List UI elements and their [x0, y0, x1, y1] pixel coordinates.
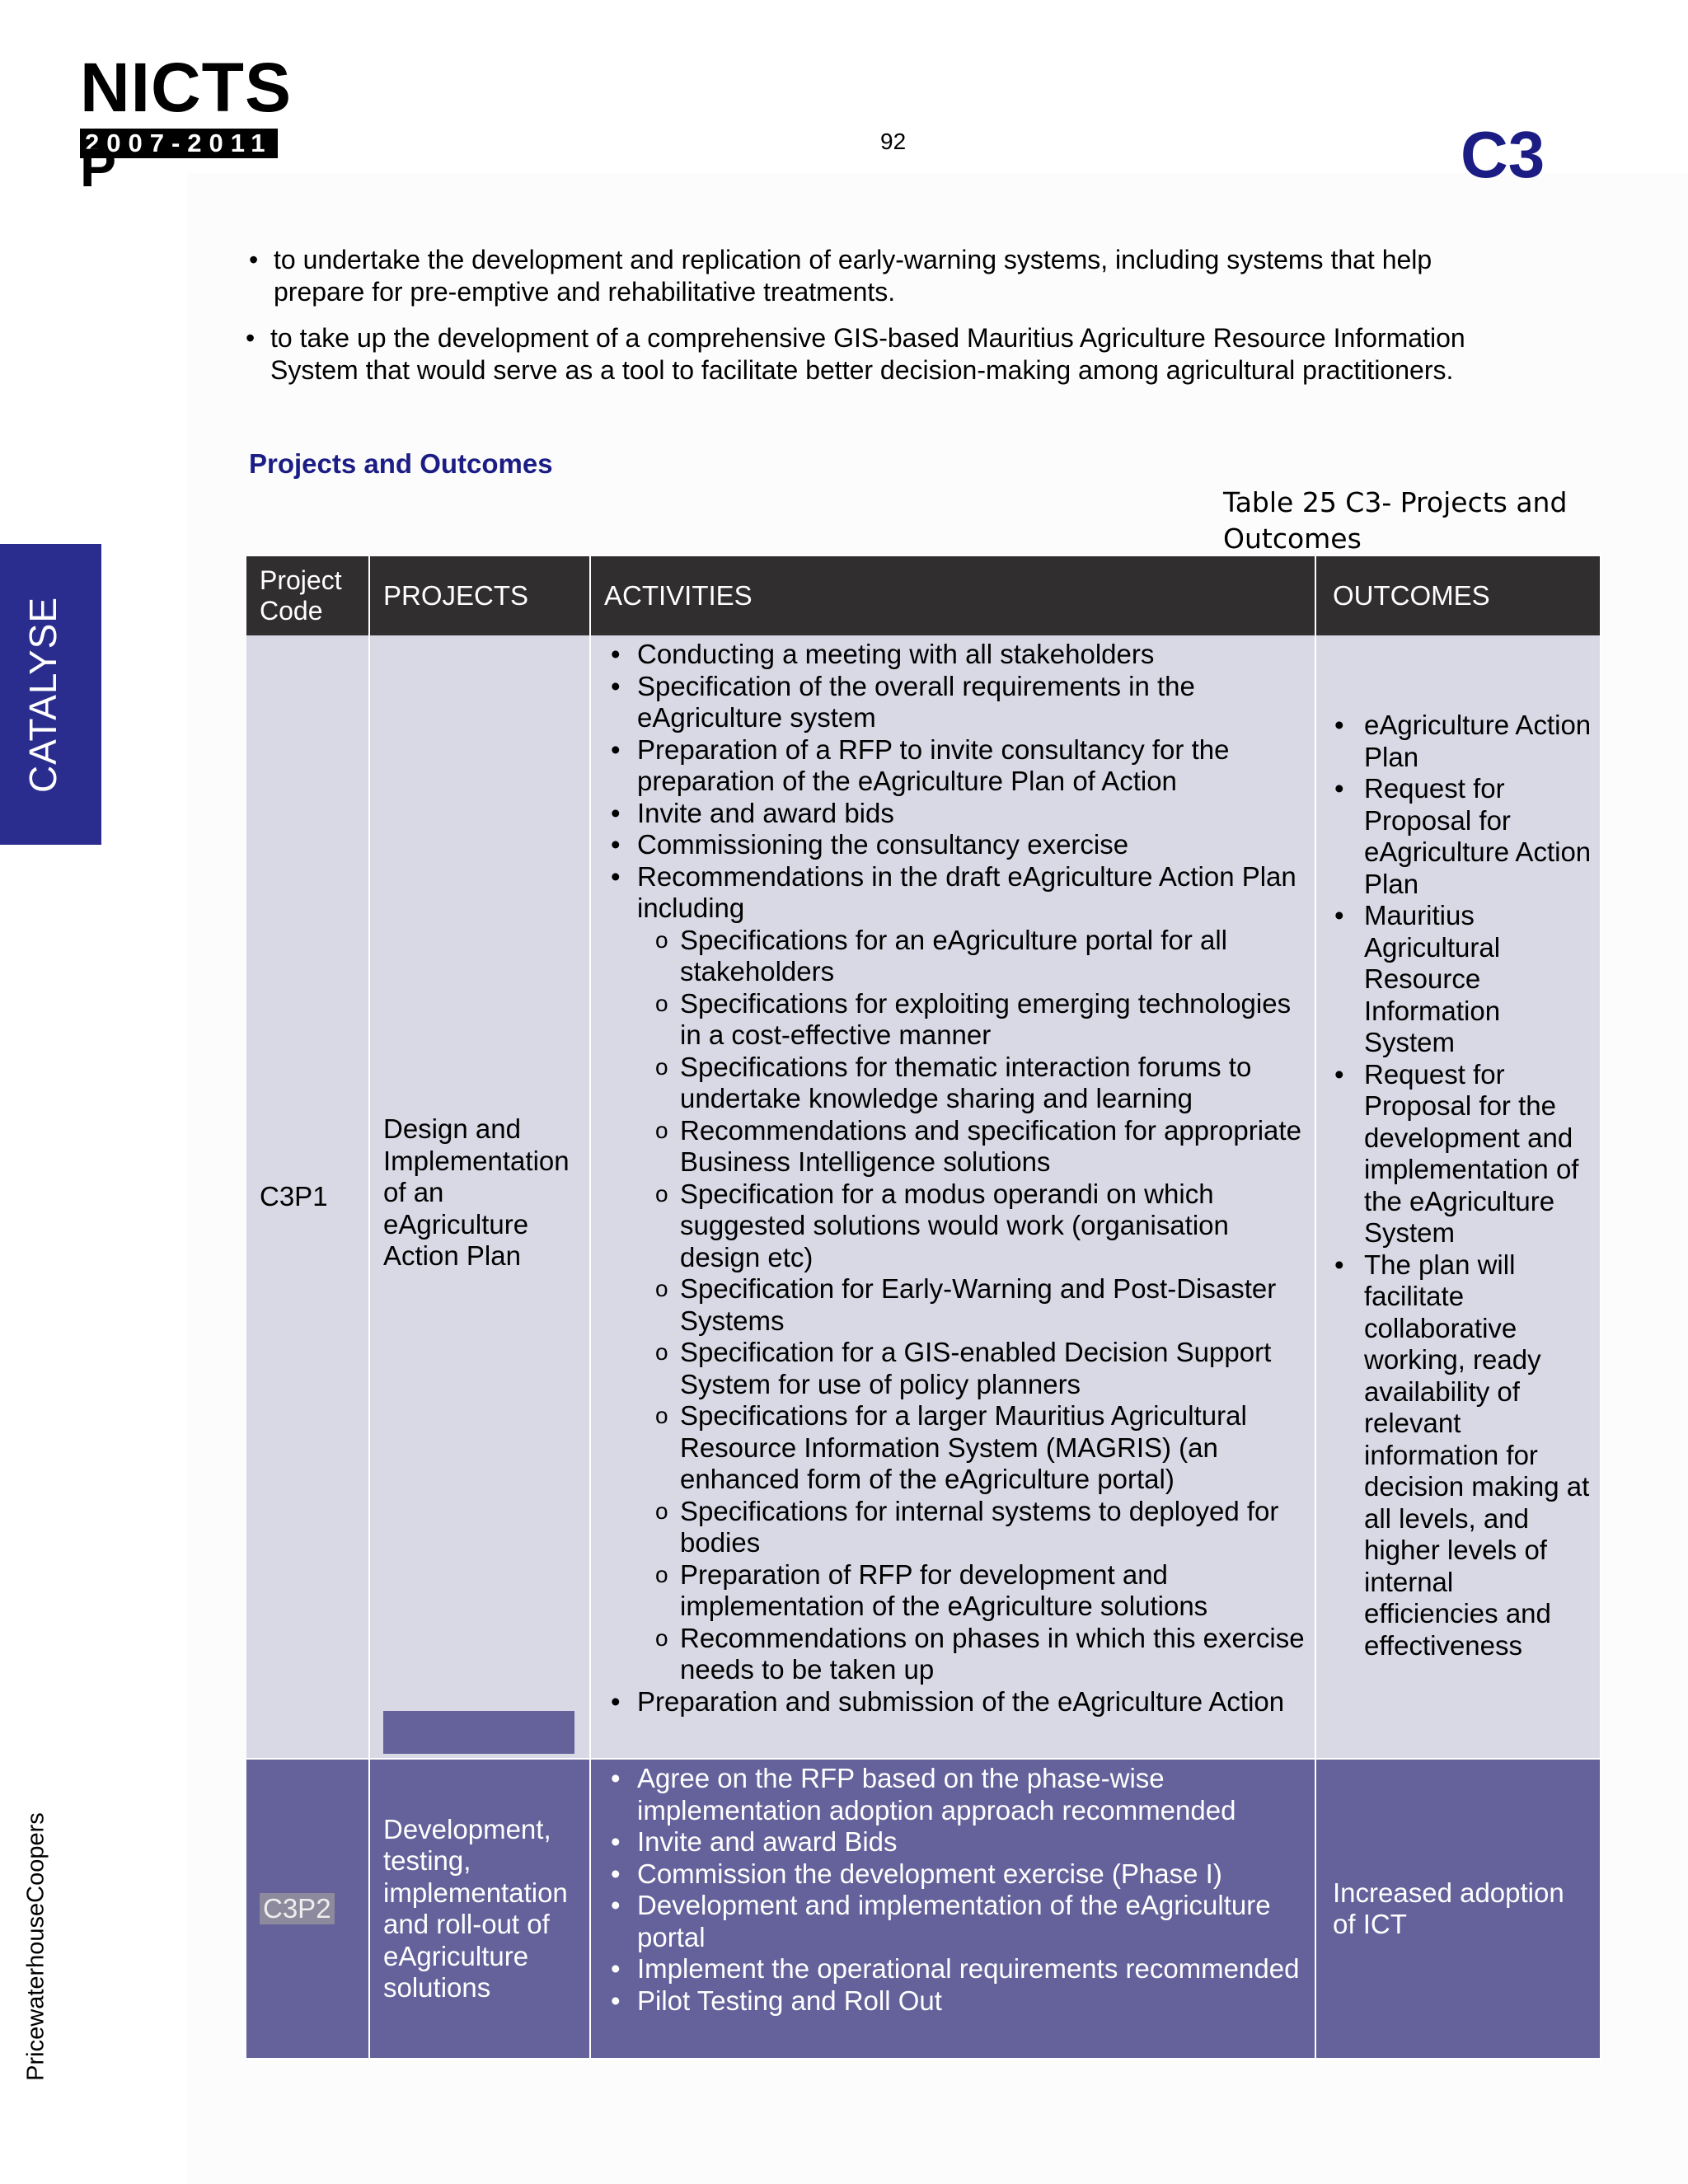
activity-item: • Implement the operational requirements recommended	[604, 1953, 1315, 1985]
intro-bullet	[249, 244, 1526, 308]
header-projects: PROJECTS	[370, 556, 591, 635]
table-cell-project	[370, 1760, 591, 2060]
activity-item: • Invite and award Bids	[604, 1826, 1315, 1858]
table-cell-outcomes	[1316, 635, 1601, 1760]
logo-title: NICTS	[80, 49, 292, 126]
decorative-bar	[383, 1711, 574, 1754]
sub-activity-item: o Specifications for internal systems to deployed for bodies	[604, 1496, 1315, 1559]
sub-activity-item: o Recommendations on phases in which this exercise needs to be taken up	[604, 1623, 1315, 1686]
logo-letter: P	[80, 137, 117, 198]
intro-bullet	[246, 322, 1556, 387]
outcome-item: • Request for Proposal for eAgriculture Action Plan	[1331, 773, 1595, 900]
activity-item: • Preparation and submission of the eAgriculture Action	[604, 1686, 1315, 1718]
table-cell-project	[370, 635, 591, 1760]
sub-activity-item: o Specifications for an eAgriculture portal for all stakeholders	[604, 925, 1315, 988]
sub-activity-item: o Specification for a GIS-enabled Decision Support System for use of policy planners	[604, 1337, 1315, 1400]
section-code: C3	[1461, 118, 1545, 191]
side-tab-label: CATALYSE	[21, 596, 64, 794]
intro-text: to undertake the development and replication of early-warning systems, including systems that help prepare for pre-emptive and rehabilitative treatments.	[274, 245, 1432, 307]
logo-years-badge: 2007-2011	[80, 129, 278, 158]
outcome-item: • The plan will facilitate collaborative working, ready availability of relevant information for decision making at all levels, and higher levels of internal efficiencies and effectiveness	[1331, 1249, 1595, 1662]
activity-item: • Conducting a meeting with all stakeholders	[604, 639, 1315, 671]
outcome-item: • Mauritius Agricultural Resource Information System	[1331, 900, 1595, 1059]
section-heading: Projects and Outcomes	[249, 448, 553, 479]
table-cell-code	[246, 1760, 370, 2060]
table-cell-code	[246, 635, 370, 1760]
activity-item: • Commission the development exercise (Phase I)	[604, 1858, 1315, 1891]
activity-item: • Pilot Testing and Roll Out	[604, 1985, 1315, 2018]
sub-activity-item: o Specification for a modus operandi on which suggested solutions would work (organisation design etc)	[604, 1179, 1315, 1274]
project-code: C3P1	[260, 1180, 328, 1212]
activity-item: • Development and implementation of the eAgriculture portal	[604, 1890, 1315, 1953]
activities-list	[604, 639, 1315, 1718]
table-cell-activities	[591, 635, 1316, 1760]
sub-activity-item: o Preparation of RFP for development and implementation of the eAgriculture solutions	[604, 1559, 1315, 1623]
outcome-text: Increased adoption of ICT	[1333, 1877, 1564, 1939]
header-outcomes: OUTCOMES	[1316, 556, 1601, 635]
project-name: Development, testing, implementation and roll-out of eAgriculture solutions	[383, 1813, 568, 2003]
activity-item: • Specification of the overall requirements in the eAgriculture system	[604, 671, 1315, 734]
outcomes-list	[1331, 710, 1595, 1661]
sub-activity-item: o Specifications for a larger Mauritius Agricultural Resource Information System (MAGRIS) (an enhanced form of the eAgriculture portal)	[604, 1400, 1315, 1496]
activity-item: • Preparation of a RFP to invite consultancy for the preparation of the eAgriculture Plan of Action	[604, 734, 1315, 798]
sub-activity-item: o Specifications for exploiting emerging technologies in a cost-effective manner	[604, 988, 1315, 1052]
activity-item: • Invite and award bids	[604, 798, 1315, 830]
activities-list	[604, 1763, 1315, 2017]
project-name: Design and Implementation of an eAgriculture Action Plan	[383, 1113, 570, 1271]
table-cell-activities	[591, 1760, 1316, 2060]
activity-item: • Recommendations in the draft eAgriculture Action Plan including	[604, 861, 1315, 925]
bullet-dot: •	[249, 245, 259, 274]
outcome-item: • Request for Proposal for the development and implementation of the eAgriculture System	[1331, 1059, 1595, 1249]
table-cell-outcomes	[1316, 1760, 1601, 2060]
intro-text: to take up the development of a comprehensive GIS-based Mauritius Agriculture Resource Information System that would serve as a tool to facilitate better decision-making among agricultural practitioners.	[270, 323, 1465, 385]
sub-activity-item: o Specification for Early-Warning and Post-Disaster Systems	[604, 1273, 1315, 1337]
sub-activity-item: o Specifications for thematic interaction forums to undertake knowledge sharing and learning	[604, 1052, 1315, 1115]
bullet-dot: •	[246, 323, 256, 353]
table-caption: Table 25 C3- Projects and Outcomes	[1223, 486, 1568, 555]
sub-activity-item: o Recommendations and specification for appropriate Business Intelligence solutions	[604, 1115, 1315, 1179]
page-number: 92	[880, 129, 907, 154]
activity-item: • Agree on the RFP based on the phase-wise implementation adoption approach recommended	[604, 1763, 1315, 1826]
header-activities: ACTIVITIES	[591, 556, 1316, 635]
outcome-item: • eAgriculture Action Plan	[1331, 710, 1595, 773]
project-code: C3P2	[260, 1893, 335, 1925]
activity-item: • Commissioning the consultancy exercise	[604, 829, 1315, 861]
header-project-code: Project Code	[246, 556, 370, 635]
side-footer-label: PricewaterhouseCoopers	[22, 1812, 49, 2081]
